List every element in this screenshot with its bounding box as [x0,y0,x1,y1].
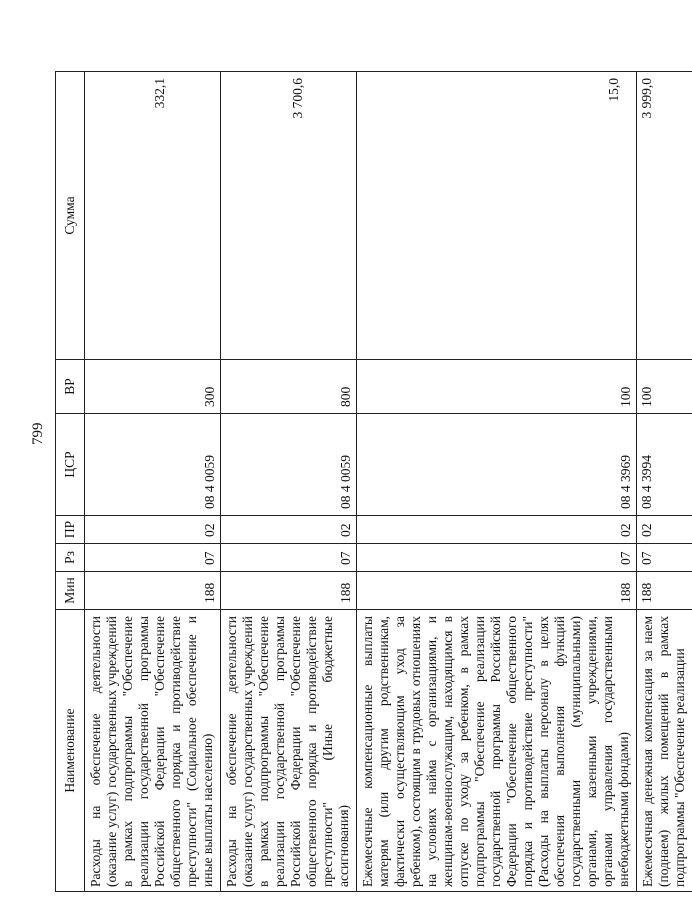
row-pr: 02 [357,516,637,544]
row-name: Расходы на обеспечение деятельности (оказание услуг) государственных учреждений в рамках подпрограммы "Обеспечение реализации государственной программы Российской Федерации "Обеспечение общественного порядка и противодействие преступности" (Социальное обеспечение и иные выплаты населению) [85,610,221,892]
table-row [637,72,692,892]
row-csr: 08 4 0059 [221,414,357,516]
row-rz: 07 [85,544,221,572]
row-pr: 02 [221,516,357,544]
row-sum: 3 700,6 [221,72,357,360]
row-name: Расходы на обеспечение деятельности (оказание услуг) государственных учреждений в рамках подпрограммы "Обеспечение реализации государственной программы Российской Федерации "Обеспечение общественного порядка и противодействие преступности" (Иные бюджетные ассигнования) [221,610,357,892]
budget-table [55,71,692,892]
row-rz: 07 [637,544,692,572]
row-pr: 02 [637,516,692,544]
page-number: 799 [30,422,46,445]
row-min: 188 [357,572,637,610]
header-pr: ПР [56,516,85,544]
row-pr: 02 [85,516,221,544]
row-csr: 08 4 3994 [637,414,692,516]
header-csr: ЦСР [56,414,85,516]
row-min: 188 [221,572,357,610]
row-vr: 100 [357,360,637,414]
table-row [85,72,221,892]
row-name: Ежемесячные компенсационные выплаты матерям (или другим родственникам, фактически осуществляющим уход за ребенком), состоящим в трудовых отношениях на условиях найма с организациями, и женщинам-военнослужащим, находящимся в отпуске по уходу за ребенком, в рамках подпрограммы "Обеспечение реализации государственной программы Российской Федерации "Обеспечение общественного порядка и противодействие преступности" (Расходы на выплаты персоналу в целях обеспечения выполнения функций государственными (муниципальными) органами, казенными учреждениями, органами управления государственными внебюджетными фондами) [357,610,637,892]
row-name: Ежемесячная денежная компенсация за наем (поднаем) жилых помещений в рамках подпрограммы "Обеспечение реализации [637,610,692,892]
header-name: Наименование [56,610,85,892]
header-vr: ВР [56,360,85,414]
row-sum: 3 999,0 [637,72,692,360]
row-sum: 15,0 [357,72,637,360]
table-row [221,72,357,892]
row-sum: 332,1 [85,72,221,360]
row-rz: 07 [221,544,357,572]
row-csr: 08 4 0059 [85,414,221,516]
row-min: 188 [637,572,692,610]
row-vr: 800 [221,360,357,414]
row-vr: 300 [85,360,221,414]
budget-table-page [55,72,687,892]
table-header-row [56,72,85,892]
table-row [357,72,637,892]
row-csr: 08 4 3969 [357,414,637,516]
row-min: 188 [85,572,221,610]
header-sum: Сумма [56,72,85,360]
row-rz: 07 [357,544,637,572]
header-rz: Рз [56,544,85,572]
row-vr: 100 [637,360,692,414]
header-min: Мин [56,572,85,610]
